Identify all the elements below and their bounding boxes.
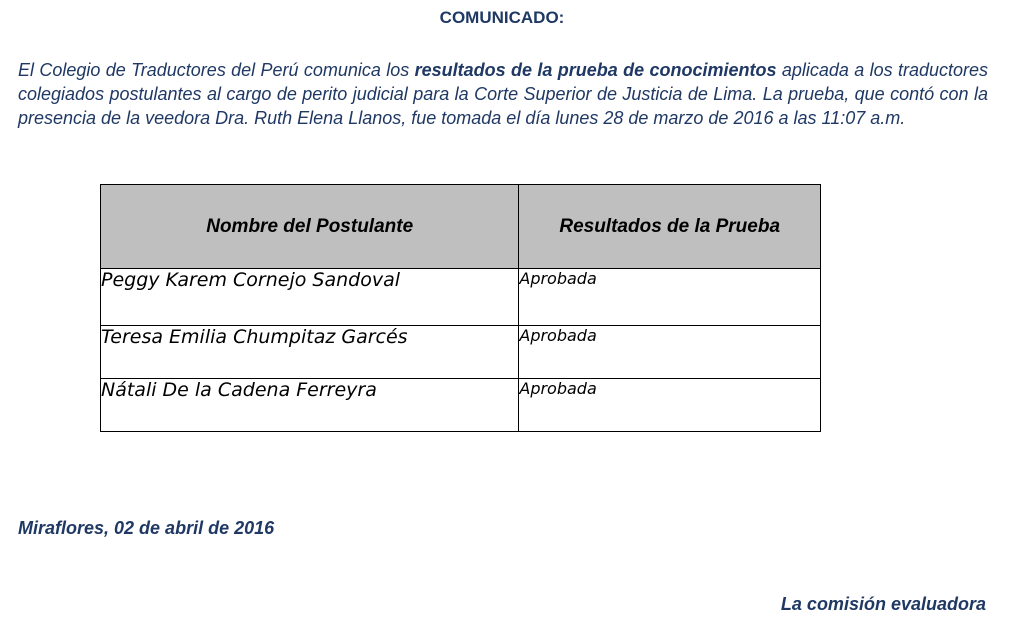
test-result: Aprobada: [519, 269, 821, 326]
results-table: [100, 184, 821, 432]
test-result: Aprobada: [519, 379, 821, 432]
intro-text-end: aplicada a los traductores colegiados postulantes al cargo de perito judicial para la Corte Superior de Justicia de Lima. La prueba, que contó con la presencia de la veedora Dra. Ruth Elena Llanos, fue tomada el día lunes 28 de marzo de 2016 a las 11:07 a.m.: [18, 60, 988, 128]
test-result: Aprobada: [519, 326, 821, 379]
signature-line: La comisión evaluadora: [780, 594, 986, 614]
applicant-name: Teresa Emilia Chumpitaz Garcés: [101, 326, 519, 379]
place-and-date: Miraflores, 02 de abril de 2016: [18, 518, 275, 538]
table-row: [101, 269, 821, 326]
header-applicant-name: Nombre del Postulante: [101, 185, 519, 269]
table-header-row: [101, 185, 821, 269]
intro-highlight: resultados de la prueba de conocimientos: [414, 60, 777, 80]
applicant-name: Nátali De la Cadena Ferreyra: [101, 379, 519, 432]
document-title: COMUNICADO:: [439, 8, 565, 27]
table-row: [101, 379, 821, 432]
intro-paragraph: [18, 58, 988, 130]
intro-text-start: El Colegio de Traductores del Perú comunica los: [18, 60, 415, 80]
applicant-name: Peggy Karem Cornejo Sandoval: [101, 269, 519, 326]
table-row: [101, 326, 821, 379]
header-test-result: Resultados de la Prueba: [519, 185, 821, 269]
